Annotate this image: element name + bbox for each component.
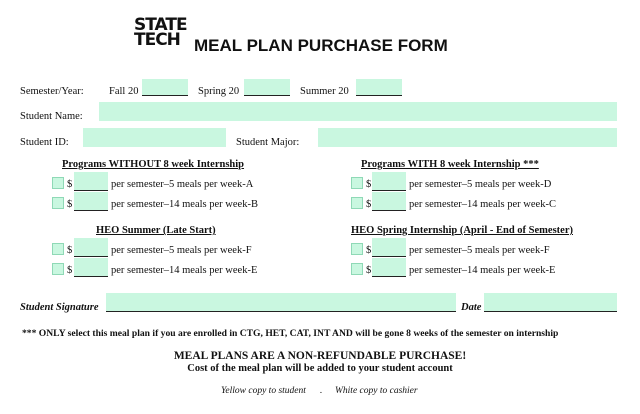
spring-plan-e-dollar: $ bbox=[366, 265, 372, 276]
plan-a-underline bbox=[74, 190, 108, 191]
plan-b-label: per semester–14 meals per week-B bbox=[111, 199, 258, 210]
form-title: MEAL PLAN PURCHASE FORM bbox=[194, 36, 448, 55]
summer-plan-e-label: per semester–14 meals per week-E bbox=[111, 265, 258, 276]
spring-label: Spring 20 bbox=[198, 86, 240, 97]
plan-c-label: per semester–14 meals per week-C bbox=[409, 199, 556, 210]
summer-label: Summer 20 bbox=[300, 86, 349, 97]
summer-plan-f-label: per semester–5 meals per week-F bbox=[111, 245, 252, 256]
heading-with-internship: Programs WITH 8 week Internship *** bbox=[361, 159, 539, 170]
plan-d-label: per semester–5 meals per week-D bbox=[409, 179, 552, 190]
spring-plan-e-label: per semester–14 meals per week-E bbox=[409, 265, 556, 276]
plan-b-dollar: $ bbox=[67, 199, 73, 210]
plan-b-underline bbox=[74, 210, 108, 211]
date-underline bbox=[484, 311, 617, 312]
spring-plan-e-underline bbox=[372, 276, 406, 277]
plan-a-label: per semester–5 meals per week-A bbox=[111, 179, 254, 190]
student-signature-field[interactable] bbox=[106, 293, 456, 311]
student-signature-label: Student Signature bbox=[20, 302, 99, 313]
spring-plan-f-underline bbox=[372, 256, 406, 257]
logo-line-2: TECH bbox=[134, 30, 180, 50]
spring-plan-e-amount-field[interactable] bbox=[372, 258, 406, 276]
summer-plan-f-underline bbox=[74, 256, 108, 257]
plan-a-checkbox[interactable] bbox=[52, 177, 64, 189]
plan-d-underline bbox=[372, 190, 406, 191]
fall-year-field[interactable] bbox=[142, 79, 188, 95]
plan-c-amount-field[interactable] bbox=[372, 192, 406, 210]
plan-b-amount-field[interactable] bbox=[74, 192, 108, 210]
student-major-label: Student Major: bbox=[236, 137, 300, 148]
spring-plan-f-label: per semester–5 meals per week-F bbox=[409, 245, 550, 256]
student-name-label: Student Name: bbox=[20, 111, 83, 122]
plan-c-checkbox[interactable] bbox=[351, 197, 363, 209]
summer-plan-e-dollar: $ bbox=[67, 265, 73, 276]
plan-d-checkbox[interactable] bbox=[351, 177, 363, 189]
student-major-field[interactable] bbox=[318, 128, 617, 147]
cost-note: Cost of the meal plan will be added to your student account bbox=[187, 363, 453, 374]
plan-a-amount-field[interactable] bbox=[74, 172, 108, 190]
summer-year-field[interactable] bbox=[356, 79, 402, 95]
yellow-copy-note: Yellow copy to student bbox=[221, 386, 306, 396]
plan-b-checkbox[interactable] bbox=[52, 197, 64, 209]
heading-heo-spring: HEO Spring Internship (April - End of Semester) bbox=[351, 225, 573, 236]
summer-plan-f-dollar: $ bbox=[67, 245, 73, 256]
white-copy-note: White copy to cashier bbox=[335, 386, 418, 396]
plan-c-underline bbox=[372, 210, 406, 211]
student-id-label: Student ID: bbox=[20, 137, 69, 148]
heading-heo-summer: HEO Summer (Late Start) bbox=[96, 225, 216, 236]
semester-year-label: Semester/Year: bbox=[20, 86, 84, 97]
summer-year-underline bbox=[356, 95, 402, 96]
student-id-field[interactable] bbox=[83, 128, 226, 147]
summer-plan-e-amount-field[interactable] bbox=[74, 258, 108, 276]
summer-plan-f-checkbox[interactable] bbox=[52, 243, 64, 255]
plan-d-dollar: $ bbox=[366, 179, 372, 190]
summer-plan-e-checkbox[interactable] bbox=[52, 263, 64, 275]
internship-note: *** ONLY select this meal plan if you are enrolled in CTG, HET, CAT, INT AND will be gone 8 weeks of the semester on internship bbox=[22, 328, 559, 339]
non-refundable-notice: MEAL PLANS ARE A NON-REFUNDABLE PURCHASE! bbox=[173, 350, 467, 362]
summer-plan-f-amount-field[interactable] bbox=[74, 238, 108, 256]
plan-a-dollar: $ bbox=[67, 179, 73, 190]
spring-plan-f-checkbox[interactable] bbox=[351, 243, 363, 255]
spring-plan-f-amount-field[interactable] bbox=[372, 238, 406, 256]
spring-plan-f-dollar: $ bbox=[366, 245, 372, 256]
heading-without-internship: Programs WITHOUT 8 week Internship bbox=[62, 159, 245, 170]
fall-year-underline bbox=[142, 95, 188, 96]
logo-line-1: STATE bbox=[134, 15, 187, 35]
summer-plan-e-underline bbox=[74, 276, 108, 277]
date-field[interactable] bbox=[484, 293, 617, 311]
state-tech-logo bbox=[134, 15, 187, 50]
spring-year-field[interactable] bbox=[244, 79, 290, 95]
copies-separator: . bbox=[320, 386, 323, 396]
signature-underline bbox=[106, 311, 456, 312]
fall-label: Fall 20 bbox=[109, 86, 139, 97]
spring-year-underline bbox=[244, 95, 290, 96]
student-name-field[interactable] bbox=[99, 102, 617, 121]
date-label: Date bbox=[461, 302, 482, 313]
plan-c-dollar: $ bbox=[366, 199, 372, 210]
spring-plan-e-checkbox[interactable] bbox=[351, 263, 363, 275]
plan-d-amount-field[interactable] bbox=[372, 172, 406, 190]
